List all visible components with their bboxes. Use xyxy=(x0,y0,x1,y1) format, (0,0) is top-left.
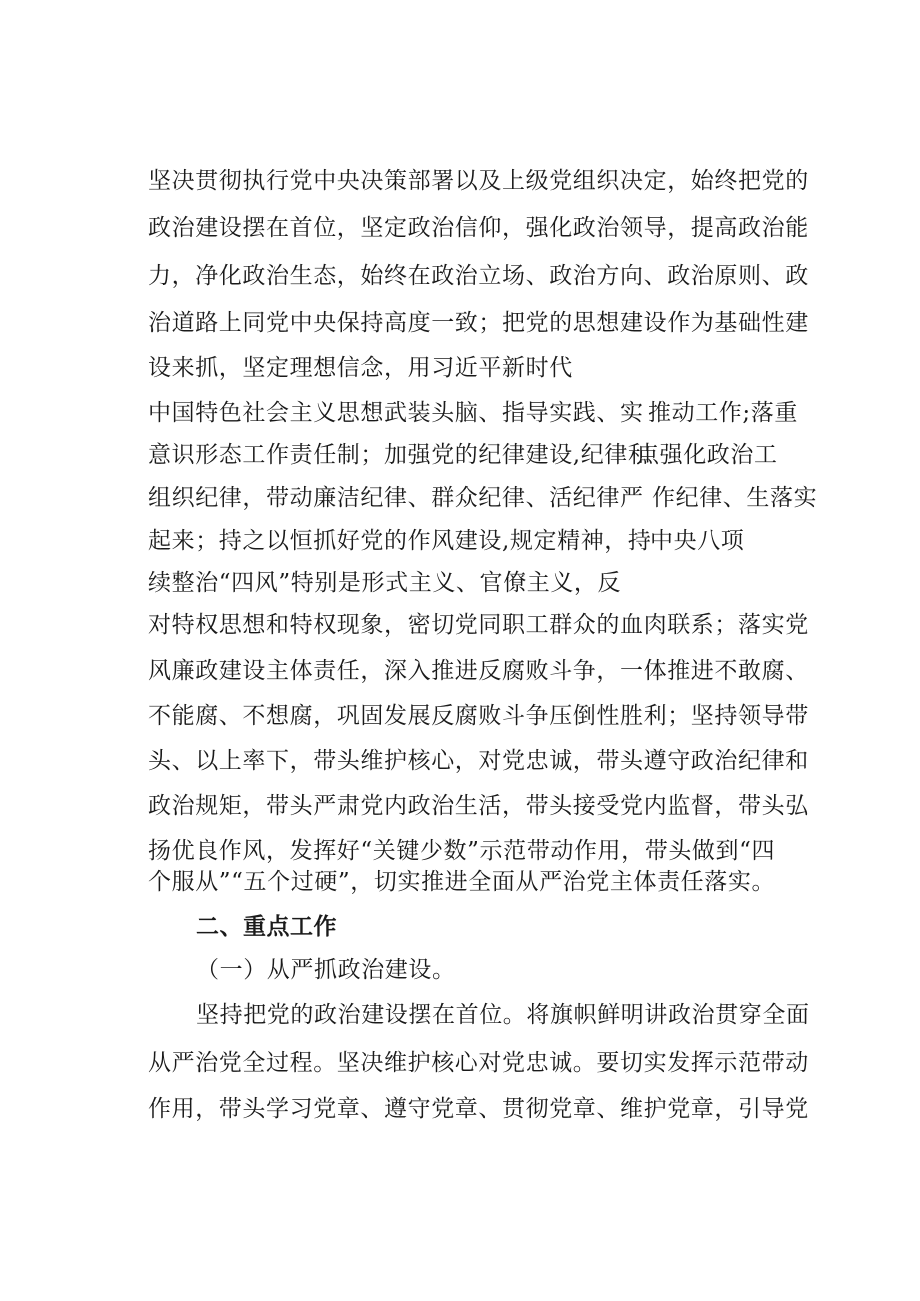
paragraph-line: 作纪律、生落实 xyxy=(652,485,818,511)
paragraph-line: 起来；持之以恒抓好党的作风建设,规定精神，持 xyxy=(148,528,652,554)
paragraph-line: 风廉政建设主体责任，深入推进反腐败斗争，一体推进不敢腐、 xyxy=(148,658,809,684)
paragraph-line: 中国特色社会主义思想武装头脑、指导实践、实 xyxy=(148,400,644,426)
paragraph-line: 设来抓，坚定理想信念，用习近平新时代 xyxy=(148,355,573,381)
section-heading: 二、重点工作 xyxy=(196,914,337,940)
paragraph-line: 从严治党全过程。坚决维护核心对党忠诚。要切实发挥示范带动 xyxy=(148,1050,809,1076)
paragraph-line: 意识形态工作责任制；加强党的纪律建设,纪律和 xyxy=(148,442,652,468)
paragraph-line: 点强化政治工 xyxy=(636,442,778,468)
paragraph-line: 组织纪律，带动廉洁纪律、群众纪律、活纪律严 xyxy=(148,485,644,511)
subheading: （一）从严抓政治建设。 xyxy=(196,957,456,983)
paragraph-line: 坚决贯彻执行党中央决策部署以及上级党组织决定，始终把党的 xyxy=(148,168,809,194)
paragraph-line: 政治建设摆在首位，坚定政治信仰，强化政治领导，提高政治能 xyxy=(148,215,809,241)
paragraph-line: 扬优良作风，发挥好“关键少数”示范带动作用，带头做到“四 xyxy=(148,838,776,864)
paragraph-line: 力，净化政治生态，始终在政治立场、政治方向、政治原则、政 xyxy=(148,263,809,289)
paragraph-line: 作用，带头学习党章、遵守党章、贯彻党章、维护党章，引导党 xyxy=(148,1096,809,1122)
paragraph-line: 推动工作;落重 xyxy=(648,400,798,426)
paragraph-line: 续整治“四风”特别是形式主义、官僚主义，反 xyxy=(148,570,622,596)
paragraph-line: 头、以上率下，带头维护核心，对党忠诚，带头遵守政治纪律和 xyxy=(148,748,809,774)
paragraph-line: 政治规矩，带头严肃党内政治生活，带头接受党内监督，带头弘 xyxy=(148,793,809,819)
paragraph-line: 对特权思想和特权现象，密切党同职工群众的血肉联系；落实党 xyxy=(148,612,809,638)
paragraph-line: 不能腐、不想腐，巩固发展反腐败斗争压倒性胜利；坚持领导带 xyxy=(148,703,809,729)
paragraph-line: 治道路上同党中央保持高度一致；把党的思想建设作为基础性建 xyxy=(148,310,809,336)
paragraph-line: 个服从”“五个过硬”，切实推进全面从严治党主体责任落实。 xyxy=(148,869,776,895)
paragraph-line: 坚持把党的政治建设摆在首位。将旗帜鲜明讲政治贯穿全面 xyxy=(196,1002,810,1028)
paragraph-line: 中央八项 xyxy=(650,528,745,554)
